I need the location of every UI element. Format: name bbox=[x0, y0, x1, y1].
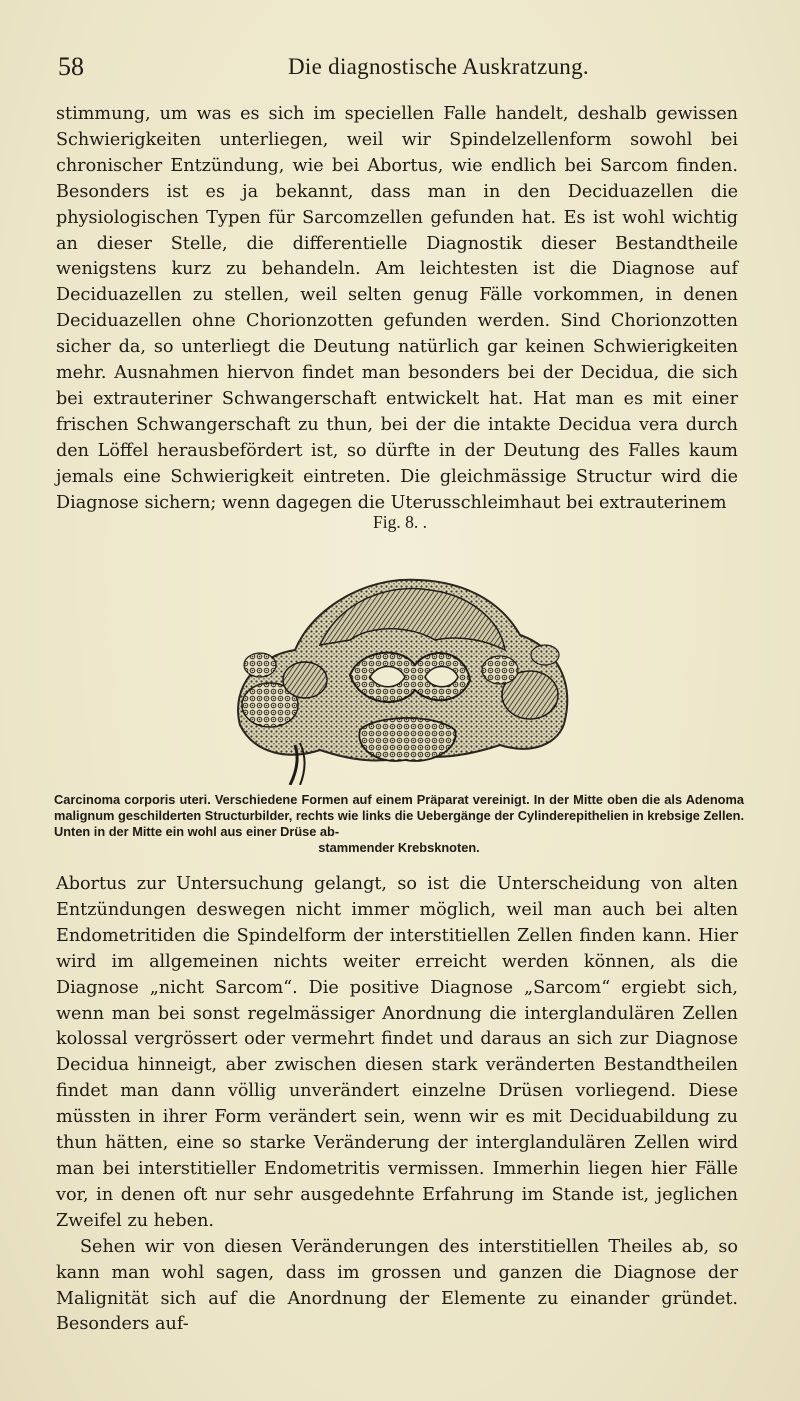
paragraph: Sehen wir von diesen Veränderungen des interstitiellen Theiles ab, so kann man wohl sagen, dass im grossen und ganzen die Diagnose der Malignität sich auf die Anordnung der Elemente zu einander gründet. Besonders auf- bbox=[56, 1236, 738, 1335]
figure-label: Fig. 8. . bbox=[373, 512, 427, 532]
histology-illustration bbox=[200, 555, 600, 785]
page-header bbox=[58, 52, 742, 86]
running-head: Die diagnostische Auskratzung. bbox=[288, 54, 589, 79]
paragraph: stimmung, um was es sich im speciellen Falle handelt, deshalb gewissen Schwierigkeiten unterliegen, weil wir Spindelzellenform sowohl bei chronischer Entzündung, wie bei Abortus, wie endlich bei Sarcom finden. Besonders ist es ja bekannt, dass man in den Deciduazellen die physiologischen Typen für Sarcomzellen gefunden hat. Es ist wohl wichtig an dieser Stelle, die differentielle Diagnostik dieser Bestandtheile wenigstens kurz zu behandeln. Am leichtesten ist die Diagnose auf Deciduazellen zu stellen, weil selten genug Fälle vorkommen, in denen Deciduazellen ohne Chorionzotten gefunden werden. Sind Chorionzotten sicher da, so unterliegt die Deutung natürlich gar keinen Schwierigkeiten mehr. Ausnahmen hiervon findet man besonders bei der Decidua, die sich bei extrauteriner Schwangerschaft entwickelt hat. Hat man es mit einer frischen Schwangerschaft zu thun, bei der die intakte Decidua vera durch den Löffel herausbefördert ist, so dürfte in der Deutung des Falles kaum jemals eine Schwierigkeit eintreten. Die gleichmässige Structur wird die Diagnose sichern; wenn dagegen die Uterusschleimhaut bei extrauterinem bbox=[56, 104, 738, 513]
text-block-top bbox=[56, 102, 738, 517]
text-block-bottom bbox=[56, 872, 738, 1338]
figure-caption bbox=[54, 792, 744, 856]
page-number: 58 bbox=[58, 52, 84, 81]
caption-text-end: stammender Krebsknoten. bbox=[318, 840, 480, 855]
carcinoma-engraving bbox=[200, 555, 600, 785]
caption-text: Carcinoma corporis uteri. Verschiedene Formen auf einem Präparat vereinigt. In der Mitte oben die als Adenoma malignum geschilderten Structurbilder, rechts wie links die Uebergänge der Cylinderepithelien in krebsige Zellen. Unten in der Mitte ein wohl aus einer Drüse ab- bbox=[54, 792, 744, 839]
paragraph: Abortus zur Untersuchung gelangt, so ist die Unterscheidung von alten Entzündungen deswegen nicht immer möglich, weil man auch bei alten Endometritiden die Spindelform der interstitiellen Zellen finden kann. Hier wird im allgemeinen nichts weiter erreicht werden können, als die Diagnose „nicht Sarcom“. Die positive Diagnose „Sarcom“ ergiebt sich, wenn man bei sonst regelmässiger Anordnung die interglandulären Zellen kolossal vergrössert oder vermehrt findet und daraus an sich zur Diagnose Decidua hinneigt, aber zwischen diesen stark veränderten Bestandtheilen findet man dann völlig unverändert einzelne Drüsen vorliegend. Diese müssten in ihrer Form verändert sein, wenn wir es mit Deciduabildung zu thun hätten, eine so starke Veränderung der interglandulären Zellen wird man bei interstitieller Endometritis vermissen. Immerhin liegen hier Fälle vor, in denen oft nur sehr ausgedehnte Erfahrung im Stande ist, jeglichen Zweifel zu heben. bbox=[56, 874, 738, 1231]
